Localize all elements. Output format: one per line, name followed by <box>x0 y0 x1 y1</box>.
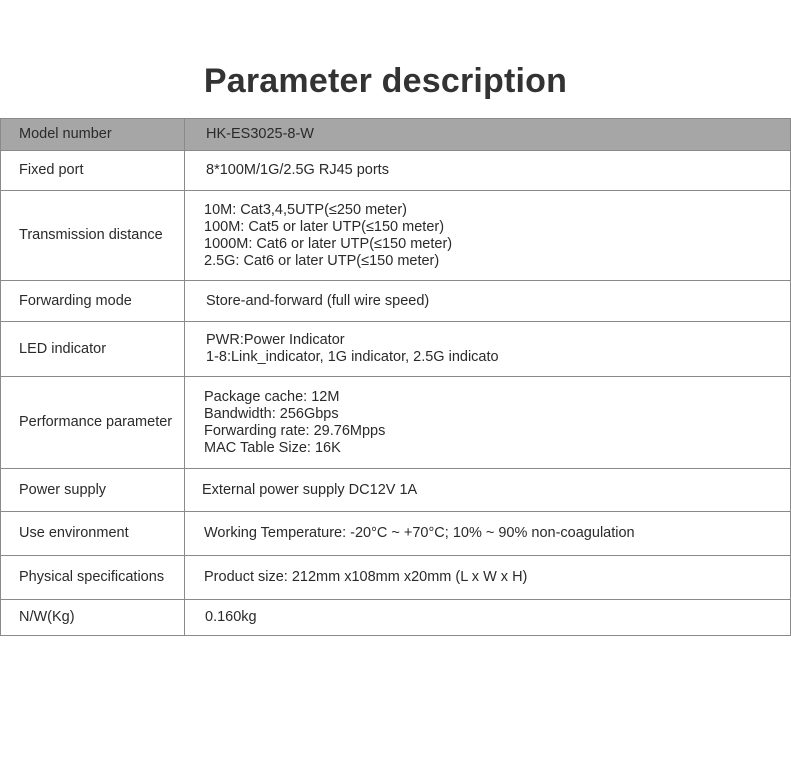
header-value: HK-ES3025-8-W <box>185 119 791 151</box>
table-row-power-supply <box>1 469 791 512</box>
value-line: 0.160kg <box>205 609 257 625</box>
row-value <box>185 377 791 469</box>
value-line: Package cache: 12M <box>204 388 340 405</box>
header-label: Model number <box>1 119 185 151</box>
row-value <box>185 469 791 512</box>
value-line: MAC Table Size: 16K <box>204 439 341 456</box>
table-header-row <box>1 119 791 151</box>
row-value <box>185 600 791 636</box>
value-line: Bandwidth: 256Gbps <box>204 405 339 422</box>
row-label: Power supply <box>1 469 185 512</box>
table-row-fixed-port <box>1 151 791 191</box>
row-value <box>185 281 791 322</box>
value-line: Working Temperature: -20°C ~ +70°C; 10% ~ 90% non-coagulation <box>204 525 635 541</box>
parameter-table <box>0 118 791 636</box>
value-line: 10M: Cat3,4,5UTP(≤250 meter) <box>204 201 407 218</box>
row-value <box>185 556 791 600</box>
value-line: 1-8:Link_indicator, 1G indicator, 2.5G indicato <box>206 349 499 365</box>
table-row-led-indicator <box>1 322 791 377</box>
row-value <box>185 151 791 191</box>
row-value <box>185 512 791 556</box>
page-title: Parameter description <box>203 62 568 100</box>
value-line: 8*100M/1G/2.5G RJ45 ports <box>206 162 389 178</box>
table-row-performance-parameter <box>1 377 791 469</box>
table-row-physical-specifications <box>1 556 791 600</box>
value-line: Forwarding rate: 29.76Mpps <box>204 422 386 439</box>
value-line: Store-and-forward (full wire speed) <box>206 292 430 309</box>
row-label: Fixed port <box>1 151 185 191</box>
table-row-transmission-distance <box>1 191 791 281</box>
value-line: External power supply DC12V 1A <box>202 481 418 498</box>
table-row-use-environment <box>1 512 791 556</box>
row-label: Use environment <box>1 512 185 556</box>
value-line: 1000M: Cat6 or later UTP(≤150 meter) <box>204 235 453 252</box>
row-label: LED indicator <box>1 322 185 377</box>
row-value <box>185 322 791 377</box>
table-row-forwarding-mode <box>1 281 791 322</box>
table-row-net-weight <box>1 600 791 636</box>
value-line: PWR:Power Indicator <box>206 332 345 348</box>
row-value <box>185 191 791 281</box>
row-label: Physical specifications <box>1 556 185 600</box>
row-label: Transmission distance <box>1 191 185 281</box>
row-label: N/W(Kg) <box>1 600 185 636</box>
row-label: Forwarding mode <box>1 281 185 322</box>
value-line: 2.5G: Cat6 or later UTP(≤150 meter) <box>204 252 440 269</box>
row-label: Performance parameter <box>1 377 185 469</box>
value-line: 100M: Cat5 or later UTP(≤150 meter) <box>204 218 445 235</box>
value-line: Product size: 212mm x108mm x20mm (L x W x H) <box>204 569 528 585</box>
